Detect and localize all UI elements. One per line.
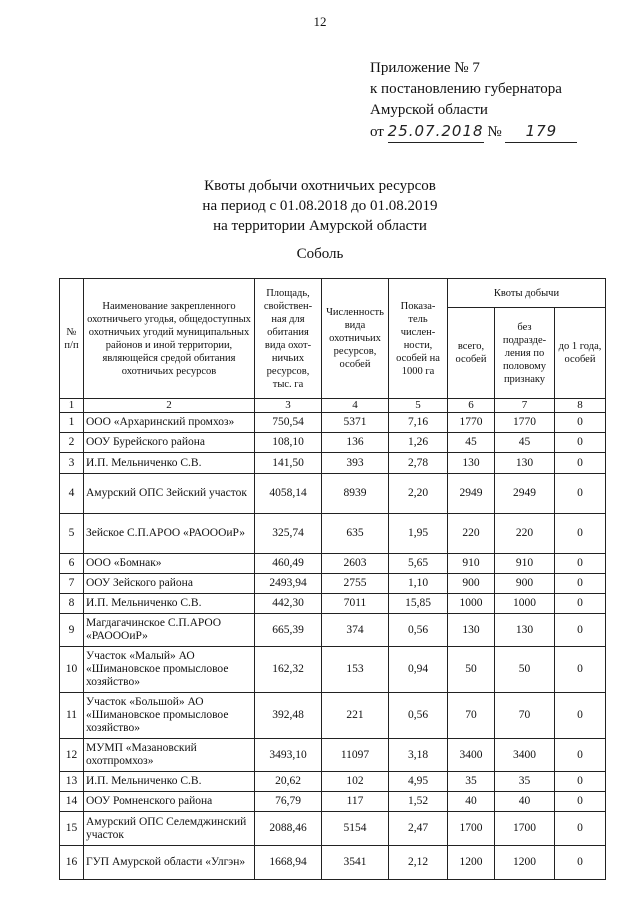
- table-row: [60, 594, 606, 614]
- appendix-block: [370, 58, 577, 143]
- cell-indicator: 0,56: [389, 693, 448, 739]
- cell-num: 10: [60, 647, 84, 693]
- table-row: [60, 554, 606, 574]
- cell-num: 3: [60, 453, 84, 474]
- header-name: Наименование закрепленного охотничьего угодья, общедоступных охотничьих угодий муниципальных районов и иной территории, являющейся средой обитания охотничьих ресурсов: [84, 279, 255, 399]
- column-number-row: [60, 399, 606, 413]
- table-row: [60, 453, 606, 474]
- cell-num: 8: [60, 594, 84, 614]
- column-number: 4: [322, 399, 389, 413]
- cell-indicator: 0,94: [389, 647, 448, 693]
- cell-under-one: 0: [555, 812, 606, 846]
- appendix-line-2: к постановлению губернатора: [370, 81, 562, 97]
- cell-area: 108,10: [255, 433, 322, 453]
- cell-no-sex: 220: [495, 514, 555, 554]
- cell-population: 7011: [322, 594, 389, 614]
- header-area: Площадь, свойствен-ная для обитания вида охот-ничьих ресурсов, тыс. га: [255, 279, 322, 399]
- document-title: [0, 176, 640, 236]
- cell-num: 14: [60, 792, 84, 812]
- cell-under-one: 0: [555, 554, 606, 574]
- header-under-one: до 1 года, особей: [555, 308, 606, 399]
- cell-no-sex: 2949: [495, 474, 555, 514]
- appendix-date-line: [370, 121, 577, 143]
- cell-area: 750,54: [255, 413, 322, 433]
- cell-total: 1000: [448, 594, 495, 614]
- table-row: [60, 739, 606, 772]
- cell-name: Участок «Большой» АО «Шимановское промысловое хозяйство»: [84, 693, 255, 739]
- cell-num: 2: [60, 433, 84, 453]
- cell-area: 2088,46: [255, 812, 322, 846]
- number-sign: №: [487, 124, 502, 140]
- header-quota-group: Квоты добычи: [448, 279, 606, 308]
- cell-no-sex: 900: [495, 574, 555, 594]
- cell-population: 102: [322, 772, 389, 792]
- cell-population: 5371: [322, 413, 389, 433]
- cell-no-sex: 1000: [495, 594, 555, 614]
- column-number: 6: [448, 399, 495, 413]
- cell-name: МУМП «Мазановский охотпромхоз»: [84, 739, 255, 772]
- cell-area: 3493,10: [255, 739, 322, 772]
- title-line-1: Квоты добычи охотничьих ресурсов: [204, 178, 436, 194]
- cell-population: 153: [322, 647, 389, 693]
- cell-num: 16: [60, 846, 84, 880]
- cell-area: 4058,14: [255, 474, 322, 514]
- column-number: 7: [495, 399, 555, 413]
- cell-name: ООУ Ромненского района: [84, 792, 255, 812]
- header-no-sex: без подразде-ления по половому признаку: [495, 308, 555, 399]
- cell-under-one: 0: [555, 574, 606, 594]
- cell-no-sex: 45: [495, 433, 555, 453]
- cell-num: 13: [60, 772, 84, 792]
- cell-population: 3541: [322, 846, 389, 880]
- cell-indicator: 2,12: [389, 846, 448, 880]
- table-row: [60, 574, 606, 594]
- cell-population: 8939: [322, 474, 389, 514]
- cell-under-one: 0: [555, 453, 606, 474]
- cell-population: 221: [322, 693, 389, 739]
- header-num: № п/п: [60, 279, 84, 399]
- column-number: 8: [555, 399, 606, 413]
- cell-area: 325,74: [255, 514, 322, 554]
- page-number: 12: [313, 14, 327, 29]
- cell-indicator: 3,18: [389, 739, 448, 772]
- cell-total: 3400: [448, 739, 495, 772]
- table-row: [60, 792, 606, 812]
- cell-indicator: 1,95: [389, 514, 448, 554]
- cell-no-sex: 1770: [495, 413, 555, 433]
- cell-name: ООО «Архаринский промхоз»: [84, 413, 255, 433]
- cell-num: 7: [60, 574, 84, 594]
- handwritten-number: 179: [505, 121, 577, 143]
- cell-name: И.П. Мельниченко С.В.: [84, 594, 255, 614]
- cell-total: 1700: [448, 812, 495, 846]
- cell-under-one: 0: [555, 474, 606, 514]
- cell-no-sex: 3400: [495, 739, 555, 772]
- cell-indicator: 5,65: [389, 554, 448, 574]
- cell-area: 460,49: [255, 554, 322, 574]
- table-row: [60, 846, 606, 880]
- cell-no-sex: 40: [495, 792, 555, 812]
- cell-total: 130: [448, 614, 495, 647]
- title-line-2: на период с 01.08.2018 до 01.08.2019: [202, 198, 438, 214]
- cell-under-one: 0: [555, 614, 606, 647]
- table-row: [60, 614, 606, 647]
- cell-under-one: 0: [555, 739, 606, 772]
- cell-population: 2603: [322, 554, 389, 574]
- cell-no-sex: 910: [495, 554, 555, 574]
- cell-area: 442,30: [255, 594, 322, 614]
- cell-no-sex: 130: [495, 453, 555, 474]
- cell-area: 76,79: [255, 792, 322, 812]
- cell-num: 15: [60, 812, 84, 846]
- cell-population: 374: [322, 614, 389, 647]
- from-label: от: [370, 124, 384, 140]
- appendix-line-1: Приложение № 7: [370, 60, 480, 76]
- cell-indicator: 4,95: [389, 772, 448, 792]
- cell-population: 136: [322, 433, 389, 453]
- cell-no-sex: 1700: [495, 812, 555, 846]
- cell-population: 117: [322, 792, 389, 812]
- cell-area: 141,50: [255, 453, 322, 474]
- cell-total: 910: [448, 554, 495, 574]
- cell-indicator: 0,56: [389, 614, 448, 647]
- table-row: [60, 514, 606, 554]
- cell-indicator: 2,47: [389, 812, 448, 846]
- cell-num: 11: [60, 693, 84, 739]
- cell-total: 35: [448, 772, 495, 792]
- cell-under-one: 0: [555, 413, 606, 433]
- cell-total: 70: [448, 693, 495, 739]
- column-number: 1: [60, 399, 84, 413]
- cell-name: Амурский ОПС Селемджинский участок: [84, 812, 255, 846]
- cell-total: 1770: [448, 413, 495, 433]
- cell-population: 393: [322, 453, 389, 474]
- quota-table: [59, 278, 606, 880]
- title-line-3: на территории Амурской области: [213, 218, 427, 234]
- cell-under-one: 0: [555, 846, 606, 880]
- cell-under-one: 0: [555, 514, 606, 554]
- cell-total: 40: [448, 792, 495, 812]
- cell-no-sex: 130: [495, 614, 555, 647]
- cell-total: 2949: [448, 474, 495, 514]
- cell-under-one: 0: [555, 792, 606, 812]
- cell-under-one: 0: [555, 433, 606, 453]
- cell-no-sex: 35: [495, 772, 555, 792]
- header-total: всего, особей: [448, 308, 495, 399]
- cell-under-one: 0: [555, 647, 606, 693]
- cell-total: 45: [448, 433, 495, 453]
- cell-indicator: 1,52: [389, 792, 448, 812]
- cell-total: 1200: [448, 846, 495, 880]
- cell-indicator: 1,10: [389, 574, 448, 594]
- cell-num: 9: [60, 614, 84, 647]
- cell-num: 6: [60, 554, 84, 574]
- cell-indicator: 2,78: [389, 453, 448, 474]
- cell-name: И.П. Мельниченко С.В.: [84, 772, 255, 792]
- cell-num: 1: [60, 413, 84, 433]
- cell-area: 20,62: [255, 772, 322, 792]
- header-population: Численность вида охотничьих ресурсов, особей: [322, 279, 389, 399]
- cell-num: 4: [60, 474, 84, 514]
- cell-name: ООУ Зейского района: [84, 574, 255, 594]
- cell-name: Амурский ОПС Зейский участок: [84, 474, 255, 514]
- table-row: [60, 474, 606, 514]
- cell-name: Участок «Малый» АО «Шимановское промысловое хозяйство»: [84, 647, 255, 693]
- cell-indicator: 2,20: [389, 474, 448, 514]
- table-row: [60, 647, 606, 693]
- column-number: 3: [255, 399, 322, 413]
- cell-no-sex: 50: [495, 647, 555, 693]
- appendix-line-3: Амурской области: [370, 102, 488, 118]
- column-number: 5: [389, 399, 448, 413]
- cell-name: ООУ Бурейского района: [84, 433, 255, 453]
- cell-indicator: 15,85: [389, 594, 448, 614]
- cell-area: 162,32: [255, 647, 322, 693]
- cell-total: 130: [448, 453, 495, 474]
- cell-name: Зейское С.П.АРОО «РАОООиР»: [84, 514, 255, 554]
- cell-no-sex: 70: [495, 693, 555, 739]
- cell-indicator: 7,16: [389, 413, 448, 433]
- handwritten-date: 25.07.2018: [388, 121, 484, 143]
- column-number: 2: [84, 399, 255, 413]
- cell-area: 1668,94: [255, 846, 322, 880]
- cell-indicator: 1,26: [389, 433, 448, 453]
- cell-population: 635: [322, 514, 389, 554]
- header-indicator: Показа-тель числен-ности, особей на 1000 га: [389, 279, 448, 399]
- cell-population: 11097: [322, 739, 389, 772]
- table-row: [60, 433, 606, 453]
- cell-under-one: 0: [555, 594, 606, 614]
- cell-under-one: 0: [555, 693, 606, 739]
- cell-population: 2755: [322, 574, 389, 594]
- cell-population: 5154: [322, 812, 389, 846]
- cell-total: 220: [448, 514, 495, 554]
- cell-num: 5: [60, 514, 84, 554]
- table-row: [60, 812, 606, 846]
- table-row: [60, 772, 606, 792]
- cell-total: 900: [448, 574, 495, 594]
- species-subtitle: Соболь: [296, 246, 344, 262]
- cell-num: 12: [60, 739, 84, 772]
- cell-name: Магдагачинское С.П.АРОО «РАОООиР»: [84, 614, 255, 647]
- cell-under-one: 0: [555, 772, 606, 792]
- table-row: [60, 693, 606, 739]
- cell-area: 2493,94: [255, 574, 322, 594]
- cell-name: И.П. Мельниченко С.В.: [84, 453, 255, 474]
- cell-name: ООО «Бомнак»: [84, 554, 255, 574]
- cell-area: 392,48: [255, 693, 322, 739]
- table-row: [60, 413, 606, 433]
- cell-name: ГУП Амурской области «Улгэн»: [84, 846, 255, 880]
- cell-total: 50: [448, 647, 495, 693]
- cell-area: 665,39: [255, 614, 322, 647]
- cell-no-sex: 1200: [495, 846, 555, 880]
